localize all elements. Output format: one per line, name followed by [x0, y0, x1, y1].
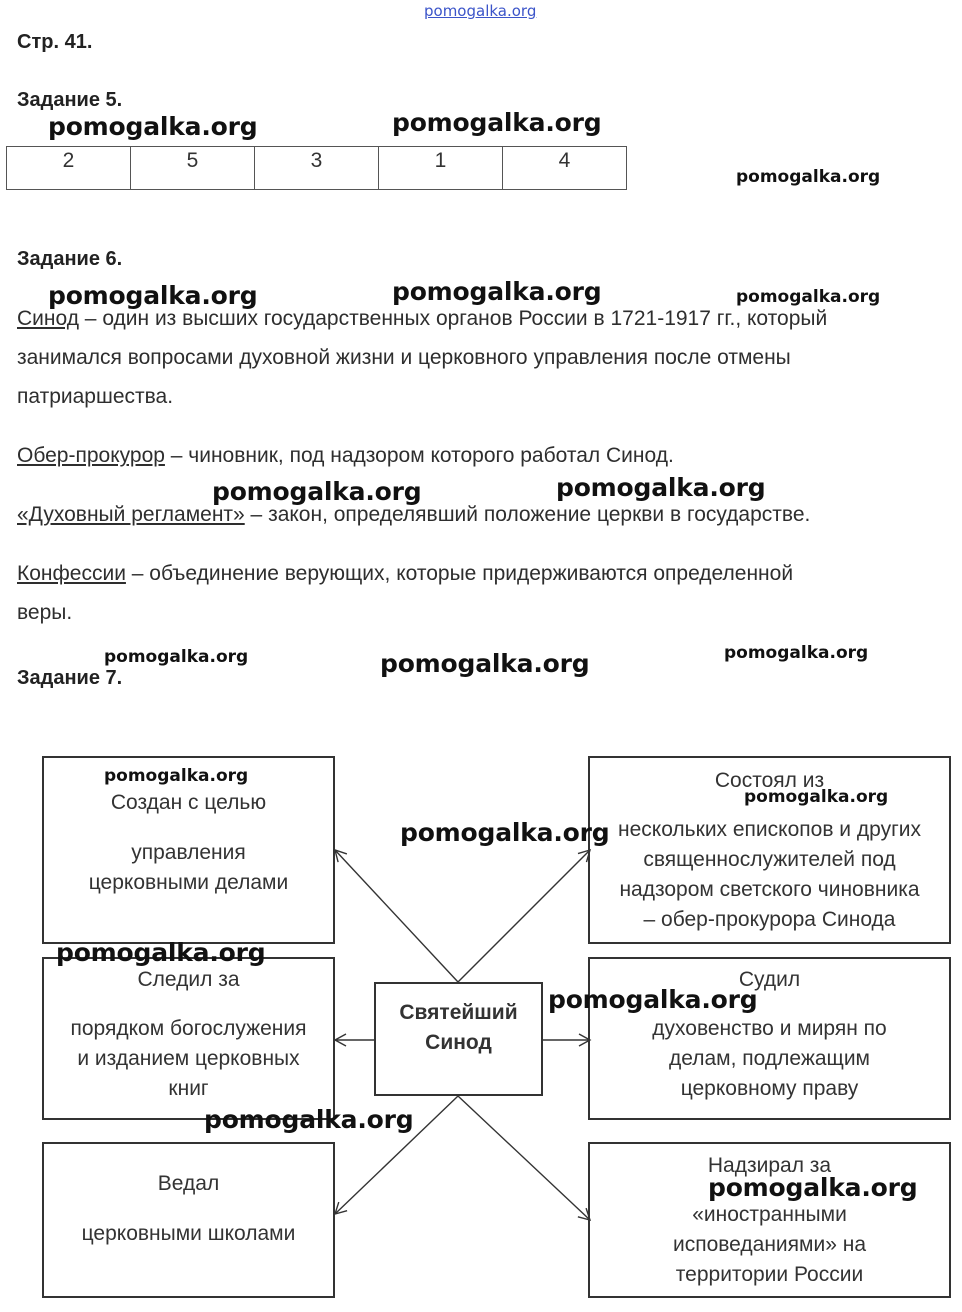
arrow-top-left: [335, 850, 458, 982]
definition-text: – один из высших государственных органов России в 1721-1917 гг., который: [78, 307, 828, 330]
watermark: pomogalka.org: [736, 287, 881, 307]
box-line: Создан с целью: [110, 791, 267, 814]
box-line: церковными делами: [88, 871, 289, 894]
box-bot-right: [588, 1142, 951, 1298]
watermark: pomogalka.org: [724, 643, 869, 663]
watermark: pomogalka.org: [392, 277, 602, 306]
answer-cell: 1: [379, 147, 503, 190]
definition-term: Обер-прокурор: [17, 444, 165, 467]
watermark: pomogalka.org: [392, 108, 602, 137]
watermark: pomogalka.org: [708, 1173, 918, 1202]
definition-text: веры.: [17, 601, 73, 624]
box-line: Ведал: [157, 1172, 220, 1195]
box-line: территории России: [675, 1263, 864, 1286]
task7-title: Задание 7.: [17, 667, 123, 689]
task6-title: Задание 6.: [17, 248, 123, 270]
box-top-right: [588, 756, 951, 944]
box-line: Судил: [738, 968, 801, 991]
arrow-bot-right: [458, 1096, 590, 1220]
box-line: исповеданиями» на: [672, 1233, 866, 1256]
box-line: – обер-прокурора Синода: [643, 908, 896, 931]
watermark: pomogalka.org: [104, 766, 249, 786]
arrow-top-right: [458, 850, 590, 982]
definition-text: – закон, определявший положение церкви в государстве.: [244, 503, 811, 526]
box-line: управления: [131, 841, 246, 864]
watermark: pomogalka.org: [736, 167, 881, 187]
box-line: «иностранными: [692, 1203, 847, 1226]
answer-cell: 3: [255, 147, 379, 190]
watermark: pomogalka.org: [56, 938, 266, 967]
definition-text: – объединение верующих, которые придерживаются определенной: [125, 562, 794, 585]
box-line: священнослужителей под: [643, 848, 896, 871]
watermark: pomogalka.org: [556, 473, 766, 502]
definition-term: Синод: [17, 307, 79, 330]
box-line: делам, подлежащим: [669, 1047, 870, 1070]
box-line: церковными школами: [81, 1222, 296, 1245]
center-label: Синод: [425, 1031, 492, 1054]
watermark: pomogalka.org: [548, 985, 758, 1014]
watermark: pomogalka.org: [104, 647, 249, 667]
box-line: Состоял из: [714, 769, 825, 792]
center-label: Святейший: [399, 1001, 518, 1024]
box-mid-right: [588, 957, 951, 1120]
box-line: надзором светского чиновника: [619, 878, 920, 901]
box-line: нескольких епископов и других: [618, 818, 921, 841]
answer-cell: 2: [7, 147, 131, 190]
box-line: Надзирал за: [707, 1154, 832, 1177]
watermark: pomogalka.org: [380, 649, 590, 678]
answer-cell: 4: [503, 147, 627, 190]
definition-term: Конфессии: [17, 562, 126, 585]
definition-text: – чиновник, под надзором которого работал Синод.: [164, 444, 674, 467]
page-heading: Стр. 41.: [17, 31, 93, 53]
box-bot-left: [42, 1142, 335, 1298]
center-box-sinod: [374, 982, 543, 1096]
watermark: pomogalka.org: [48, 281, 258, 310]
box-line: и изданием церковных: [77, 1047, 300, 1070]
box-line: церковному праву: [680, 1077, 859, 1100]
task5-title: Задание 5.: [17, 89, 123, 111]
watermark: pomogalka.org: [212, 477, 422, 506]
box-line: духовенство и мирян по: [652, 1017, 887, 1040]
box-mid-left: [42, 957, 335, 1120]
box-line: книг: [168, 1077, 209, 1100]
box-line: порядком богослужения: [70, 1017, 307, 1040]
watermark: pomogalka.org: [400, 818, 610, 847]
definition-text: патриаршества.: [17, 385, 174, 408]
watermark: pomogalka.org: [48, 112, 258, 141]
watermark: pomogalka.org: [204, 1105, 414, 1134]
watermark-top: pomogalka.org: [424, 2, 537, 20]
watermark: pomogalka.org: [744, 787, 889, 807]
definition-term: «Духовный регламент»: [17, 503, 245, 526]
definition-text: занимался вопросами духовной жизни и церковного управления после отмены: [17, 346, 791, 369]
box-line: Следил за: [137, 968, 240, 991]
answer-cell: 5: [131, 147, 255, 190]
